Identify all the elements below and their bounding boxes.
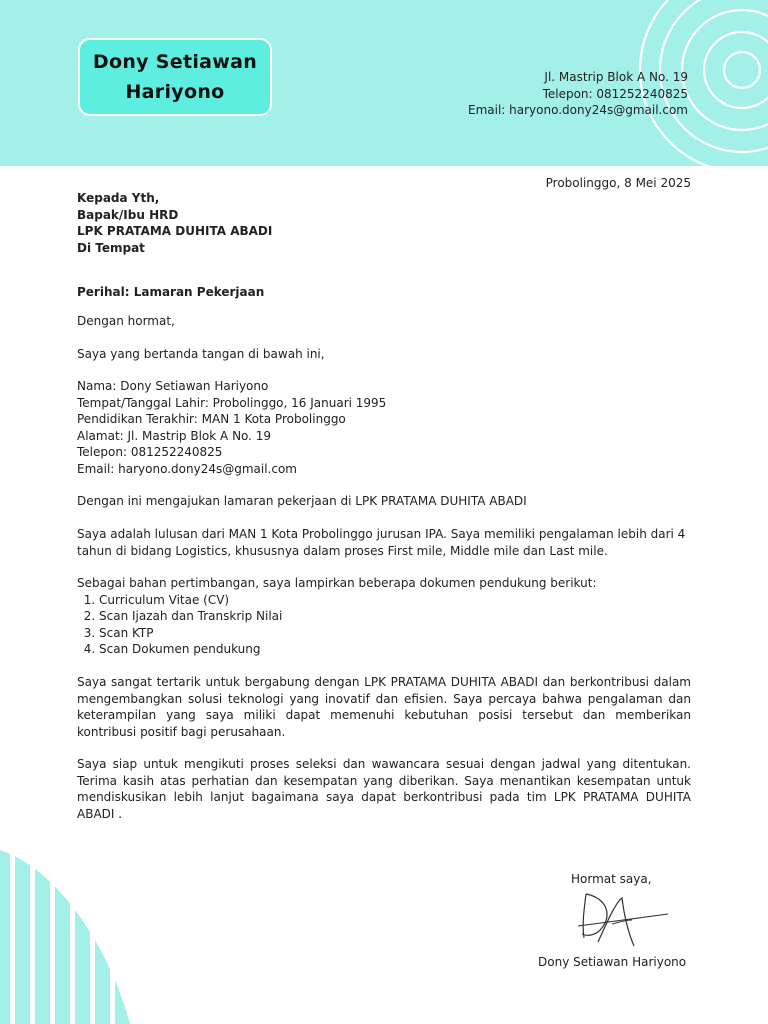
signature-image [568,880,678,952]
recipient-line: Bapak/Ibu HRD [77,207,179,222]
letter-date: Probolinggo, 8 Mei 2025 [545,176,691,190]
attachments-intro: Sebagai bahan pertimbangan, saya lampirkan beberapa dokumen pendukung berikut: [77,576,597,590]
contact-info [468,69,688,119]
name-box [78,38,272,116]
signer-name: Dony Setiawan Hariyono [538,954,687,969]
recipient-block [77,190,691,256]
name-line-2: Hariyono [125,81,225,103]
decorative-lines [0,830,140,1024]
recipient-line: Di Tempat [77,240,145,255]
contact-phone: Telepon: 081252240825 [542,86,688,101]
greeting: Dengan hormat, [77,314,175,328]
attachments-list [77,592,691,658]
signoff: Hormat saya, [571,872,652,886]
attachment-item: 4. Scan Dokumen pendukung [99,641,691,658]
attachment-item: 3. Scan KTP [99,625,691,642]
recipient-line: LPK PRATAMA DUHITA ABADI [77,224,273,238]
contact-address: Jl. Mastrip Blok A No. 19 [544,70,688,84]
detail-email: Email: haryono.dony24s@gmail.com [77,461,297,476]
name-line-1: Dony Setiawan [92,51,258,73]
contact-email: Email: haryono.dony24s@gmail.com [468,103,688,117]
detail-name: Nama: Dony Setiawan Hariyono [77,379,269,393]
detail-address: Alamat: Jl. Mastrip Blok A No. 19 [77,428,272,443]
interest-paragraph: Saya sangat tertarik untuk bergabung dengan LPK PRATAMA DUHITA ABADI dan berkontribusi dalam mengembangkan solusi teknologi yang inovatif dan efisien. Saya percaya bahwa pengalaman dan keterampilan yang saya miliki dapat memenuhi kebutuhan posisi tersebut dan memberikan kontribusi positif bagi perusahaan. [77,675,691,739]
attachments-section [77,575,691,658]
detail-phone: Telepon: 081252240825 [77,445,223,459]
closing-paragraph: Saya siap untuk mengikuti proses seleksi dan wawancara sesuai dengan jadwal yang ditentukan. Terima kasih atas perhatian dan kesempatan yang diberikan. Saya menantikan kesempatan untuk mendiskusikan lebih lanjut bagaimana saya dapat berkontribusi pada tim LPK PRATAMA DUHITA ABADI . [77,757,691,821]
detail-education: Pendidikan Terakhir: MAN 1 Kota Probolinggo [77,412,346,426]
intro-paragraph: Saya yang bertanda tangan di bawah ini, [77,347,325,361]
attachment-item: 1. Curriculum Vitae (CV) [99,592,691,609]
personal-details [77,378,691,477]
subject-line: Perihal: Lamaran Pekerjaan [77,285,265,299]
attachment-item: 2. Scan Ijazah dan Transkrip Nilai [99,608,691,625]
detail-birth: Tempat/Tanggal Lahir: Probolinggo, 16 Januari 1995 [77,395,387,410]
experience-paragraph: Saya adalah lulusan dari MAN 1 Kota Probolinggo jurusan IPA. Saya memiliki pengalaman lebih dari 4 tahun di bidang Logistics, khususnya dalam proses First mile, Middle mile dan Last mile. [77,527,686,558]
application-statement: Dengan ini mengajukan lamaran pekerjaan di LPK PRATAMA DUHITA ABADI [77,494,527,508]
recipient-line: Kepada Yth, [77,191,160,205]
letterhead [0,0,768,166]
